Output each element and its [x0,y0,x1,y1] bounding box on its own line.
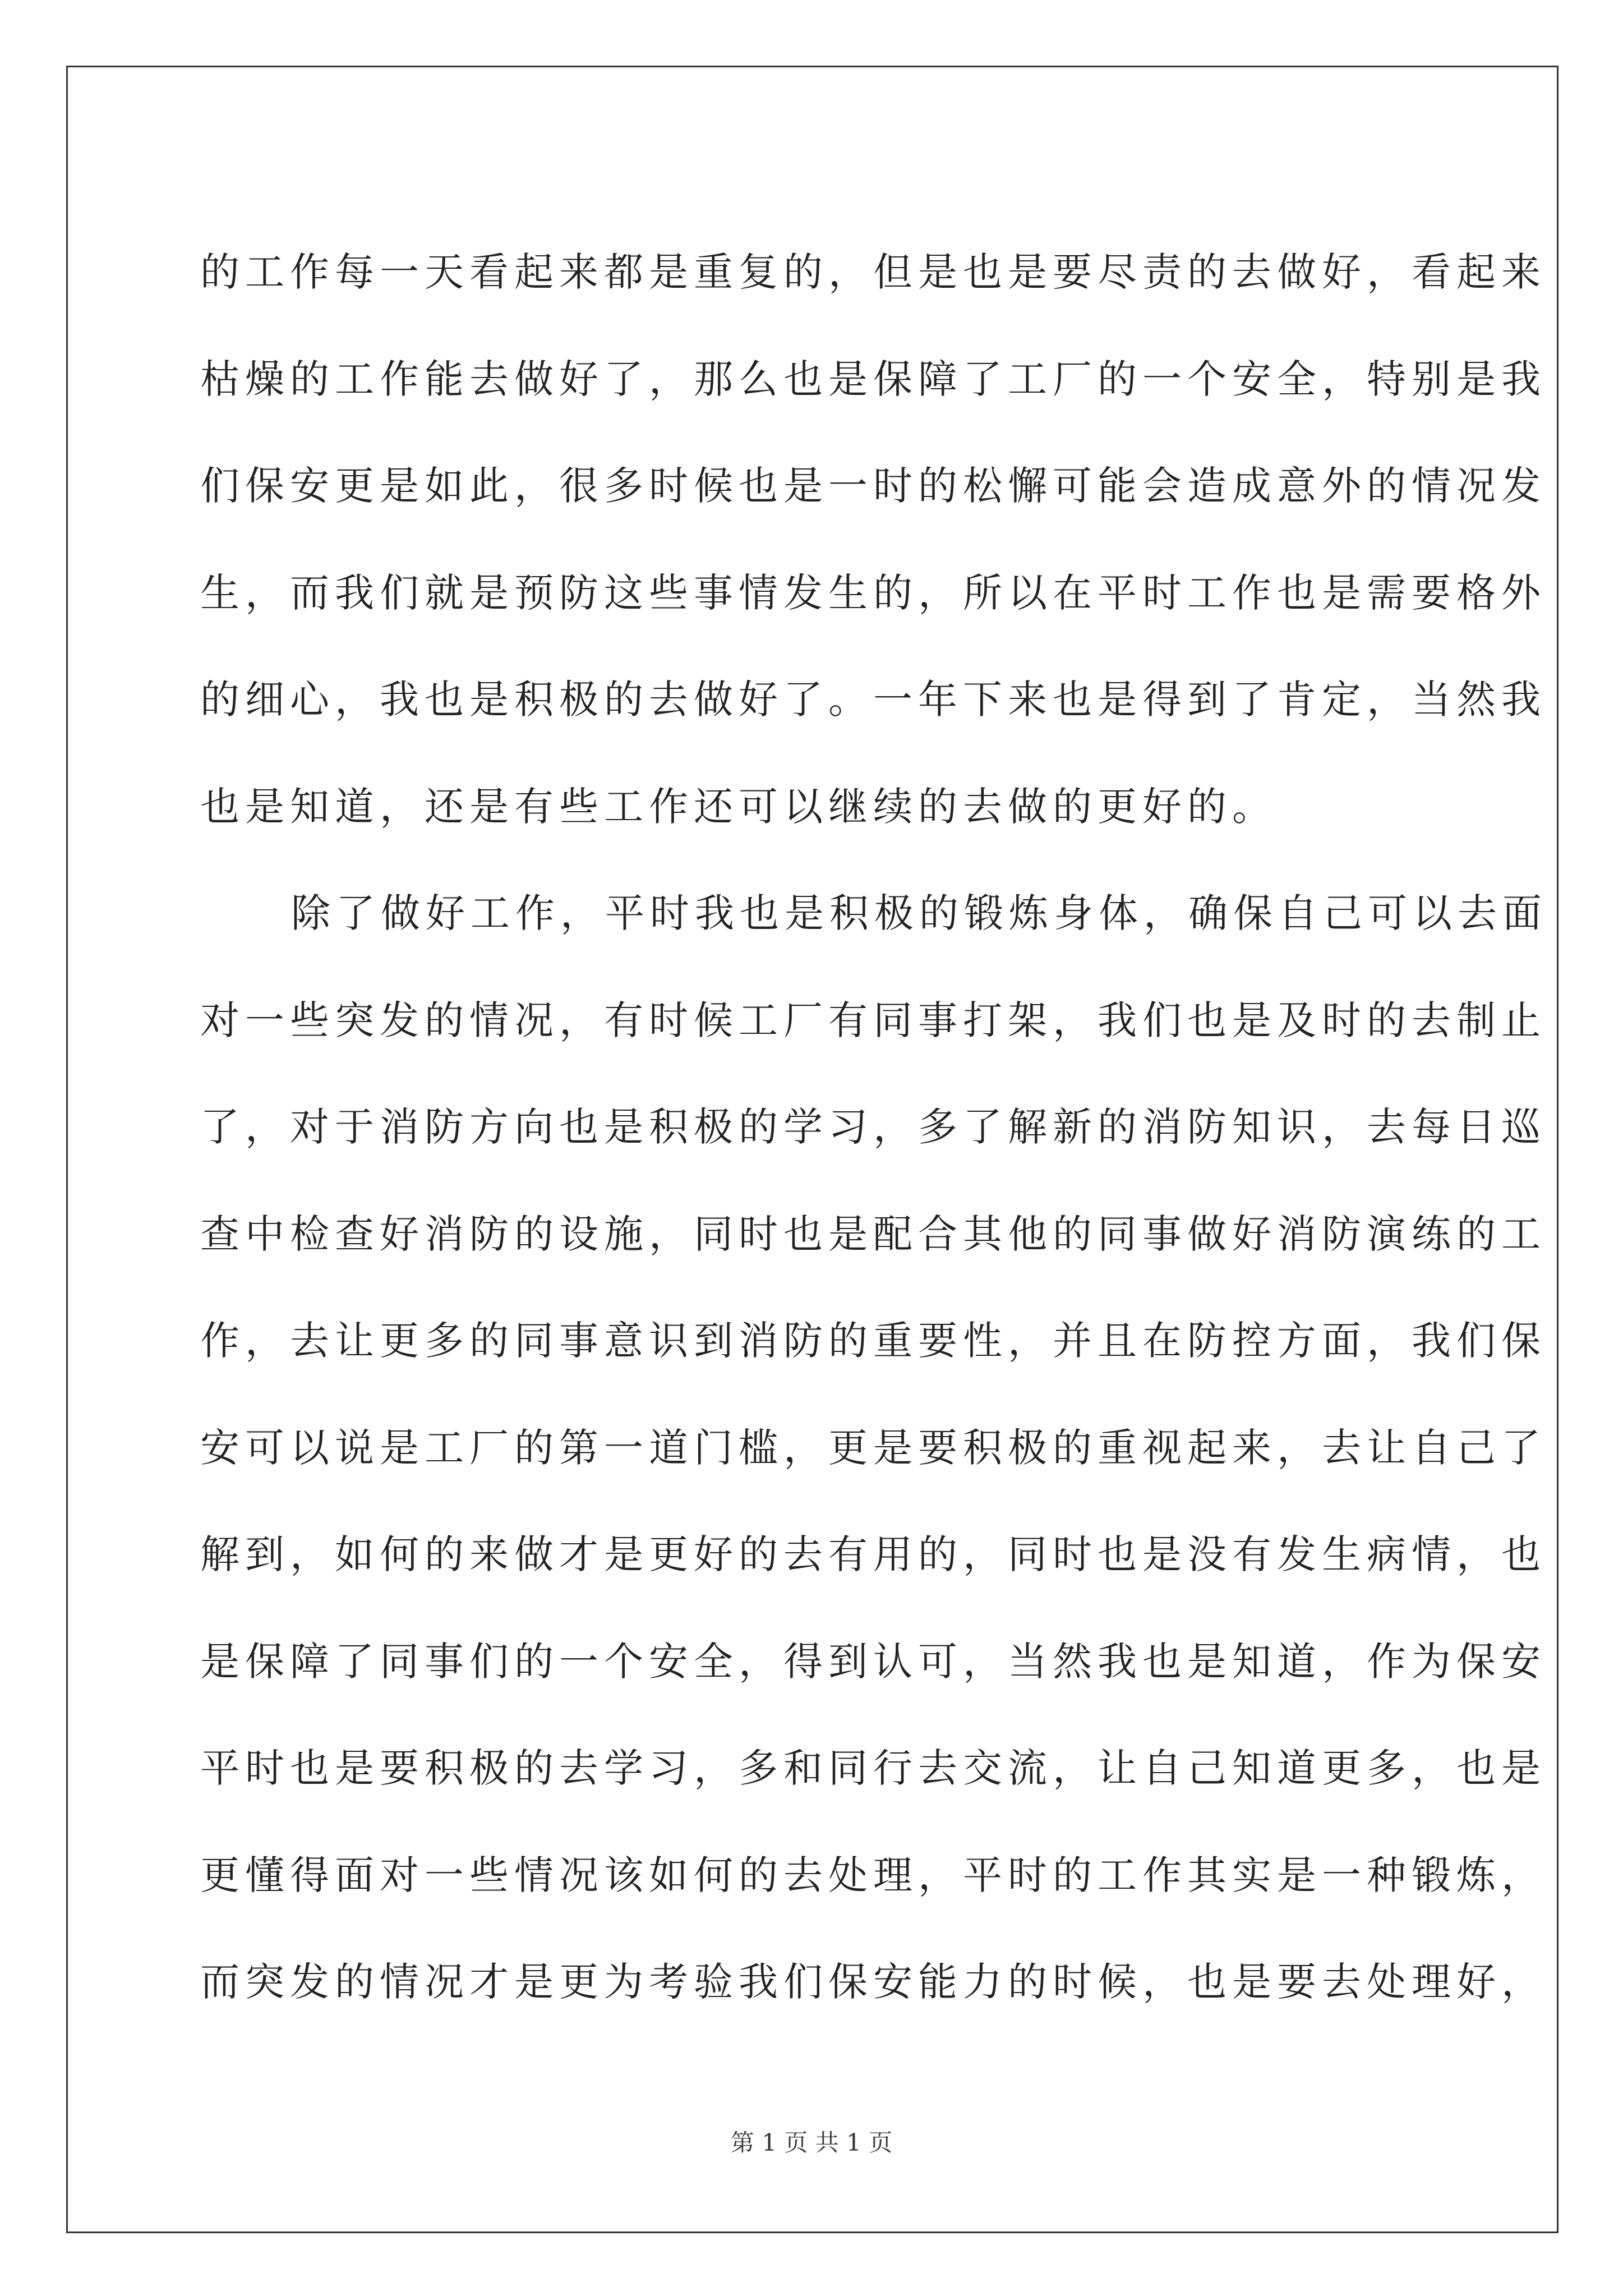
text-line-17: 而突发的情况才是更为考验我们保安能力的时候，也是要去处理好， [200,1959,1546,2005]
text-line-1: 的工作每一天看起来都是重复的，但是也是要尽责的去做好，看起来 [200,249,1546,295]
text-line-9: 了，对于消防方向也是积极的学习，多了解新的消防知识，去每日巡 [200,1104,1546,1150]
text-line-5: 的细心，我也是积极的去做好了。一年下来也是得到了肯定，当然我 [200,677,1546,723]
text-line-8: 对一些突发的情况，有时候工厂有同事打架，我们也是及时的去制止 [200,997,1546,1043]
text-line-12: 安可以说是工厂的第一道门槛，更是要积极的重视起来，去让自己了 [200,1424,1546,1471]
document-body [200,219,1547,2036]
text-line-10: 查中检查好消防的设施，同时也是配合其他的同事做好消防演练的工 [200,1211,1546,1257]
text-line-7: 除了做好工作，平时我也是积极的锻炼身体，确保自己可以去面 [291,890,1547,936]
text-line-2: 枯燥的工作能去做好了，那么也是保障了工厂的一个安全，特别是我 [200,356,1546,402]
text-line-14: 是保障了同事们的一个安全，得到认可，当然我也是知道，作为保安 [200,1638,1546,1685]
page-footer: 第 1 页 共 1 页 [730,2129,893,2156]
text-line-4: 生，而我们就是预防这些事情发生的，所以在平时工作也是需要格外 [200,569,1546,616]
text-line-16: 更懂得面对一些情况该如何的去处理，平时的工作其实是一种锻炼， [200,1852,1546,1898]
text-line-3: 们保安更是如此，很多时候也是一时的松懈可能会造成意外的情况发 [200,463,1546,509]
text-line-11: 作，去让更多的同事意识到消防的重要性，并且在防控方面，我们保 [200,1318,1546,1364]
text-line-15: 平时也是要积极的去学习，多和同行去交流，让自己知道更多，也是 [200,1745,1546,1791]
text-line-6: 也是知道，还是有些工作还可以继续的去做的更好的。 [200,783,1277,830]
text-line-13: 解到，如何的来做才是更好的去有用的，同时也是没有发生病情，也 [200,1531,1546,1577]
